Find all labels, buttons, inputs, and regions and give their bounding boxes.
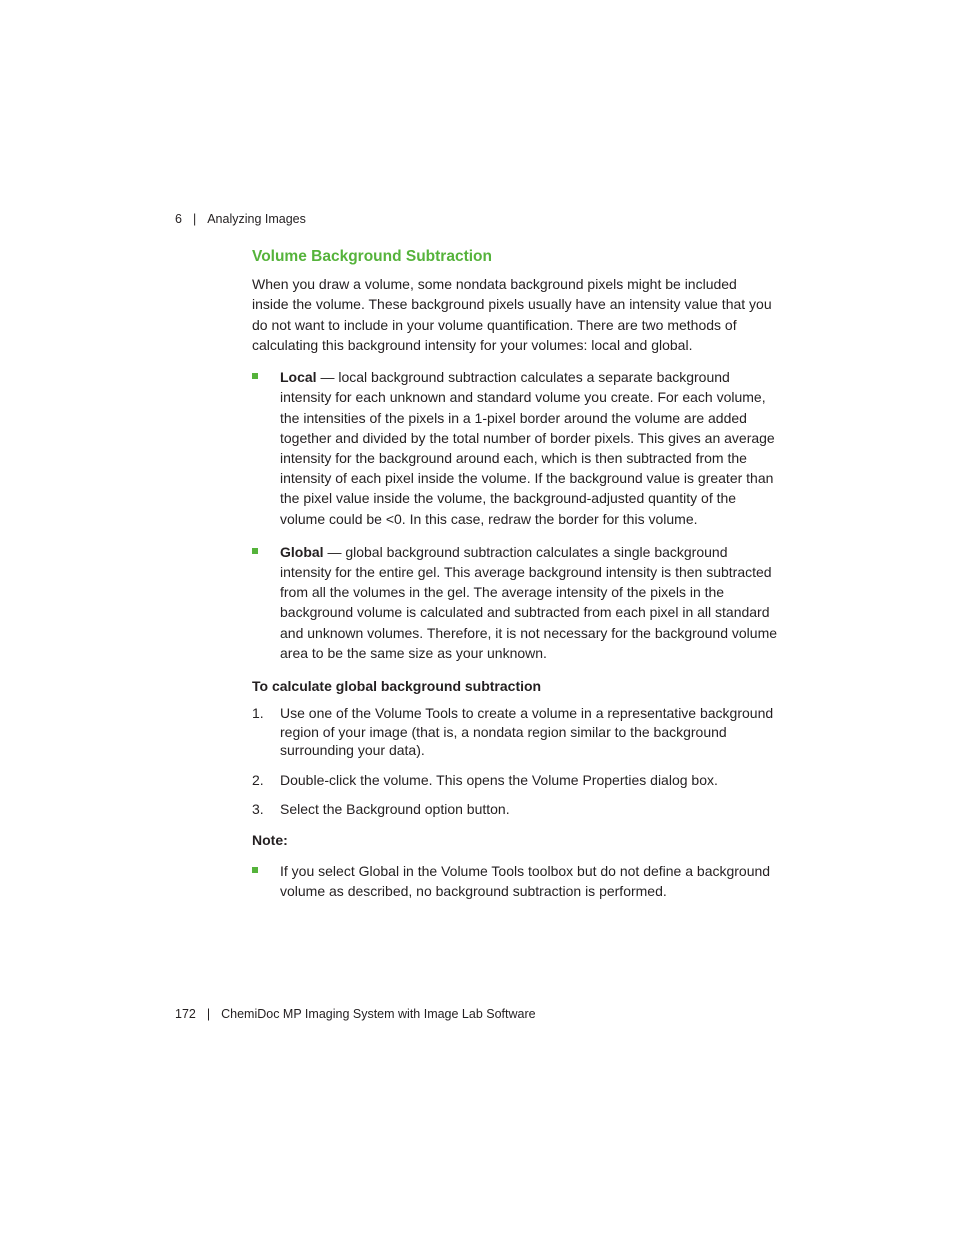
step-number: 2. <box>252 771 264 788</box>
method-description: — global background subtraction calculates a single background intensity for the entire gel. This average background intensity is then subtracted from all the volumes in the gel. The average intensity of the pixels in the background volume is calculated and subtracted from each pixel in all standard and unknown volumes. Therefore, it is not necessary for the background volume area to be the same size as your unknown. <box>280 543 778 661</box>
square-bullet-icon <box>252 548 258 554</box>
step-number: 3. <box>252 801 264 818</box>
running-header <box>175 211 306 227</box>
step-item <box>252 800 777 819</box>
chapter-number: 6 <box>175 212 182 226</box>
intro-paragraph: When you draw a volume, some nondata background pixels might be included inside the volume. These background pixels usually have an intensity value that you do not want to include in your volume quantification. There are two methods of calculating this background intensity for your volumes: local and global. <box>252 276 772 353</box>
header-separator: | <box>192 212 197 226</box>
square-bullet-icon <box>252 373 258 379</box>
chapter-title: Analyzing Images <box>207 212 306 226</box>
list-item-global <box>252 542 777 663</box>
step-item <box>252 704 777 760</box>
step-item <box>252 771 777 790</box>
procedure-steps <box>252 704 777 819</box>
page-content <box>252 247 777 901</box>
section-title: Volume Background Subtraction <box>252 248 492 265</box>
method-term: Local <box>280 369 317 386</box>
note-text: If you select Global in the Volume Tools toolbox but do not define a background volume as described, no background subtraction is performed. <box>280 862 771 899</box>
step-text: Double-click the volume. This opens the Volume Properties dialog box. <box>280 771 718 788</box>
step-text: Select the Background option button. <box>280 801 510 818</box>
book-title: ChemiDoc MP Imaging System with Image Lab Software <box>221 1007 536 1021</box>
footer-separator: | <box>206 1007 211 1021</box>
method-description: — local background subtraction calculates a separate background intensity for each unknown and standard volume you create. For each volume, the intensities of the pixels in a 1-pixel border around the volume are added together and divided by the total number of border pixels. This gives an average intensity for the background around each, which is then subtracted from the intensity of each pixel inside the volume. If the background value is greater than the pixel value inside the volume, the background-adjusted quantity of the volume could be <0. In this case, redraw the border for this volume. <box>280 369 775 527</box>
procedure-heading: To calculate global background subtraction <box>252 678 542 695</box>
list-item-local <box>252 367 777 529</box>
square-bullet-icon <box>252 867 258 873</box>
page-number: 172 <box>175 1007 196 1021</box>
note-label: Note: <box>252 831 288 848</box>
method-term: Global <box>280 543 324 560</box>
running-footer <box>175 1006 536 1022</box>
step-text: Use one of the Volume Tools to create a volume in a representative background region of your image (that is, a nondata region similar to the background surrounding your data). <box>280 705 774 759</box>
step-number: 1. <box>252 705 264 722</box>
note-list <box>252 861 777 901</box>
methods-list <box>252 367 777 663</box>
note-item <box>252 861 777 901</box>
